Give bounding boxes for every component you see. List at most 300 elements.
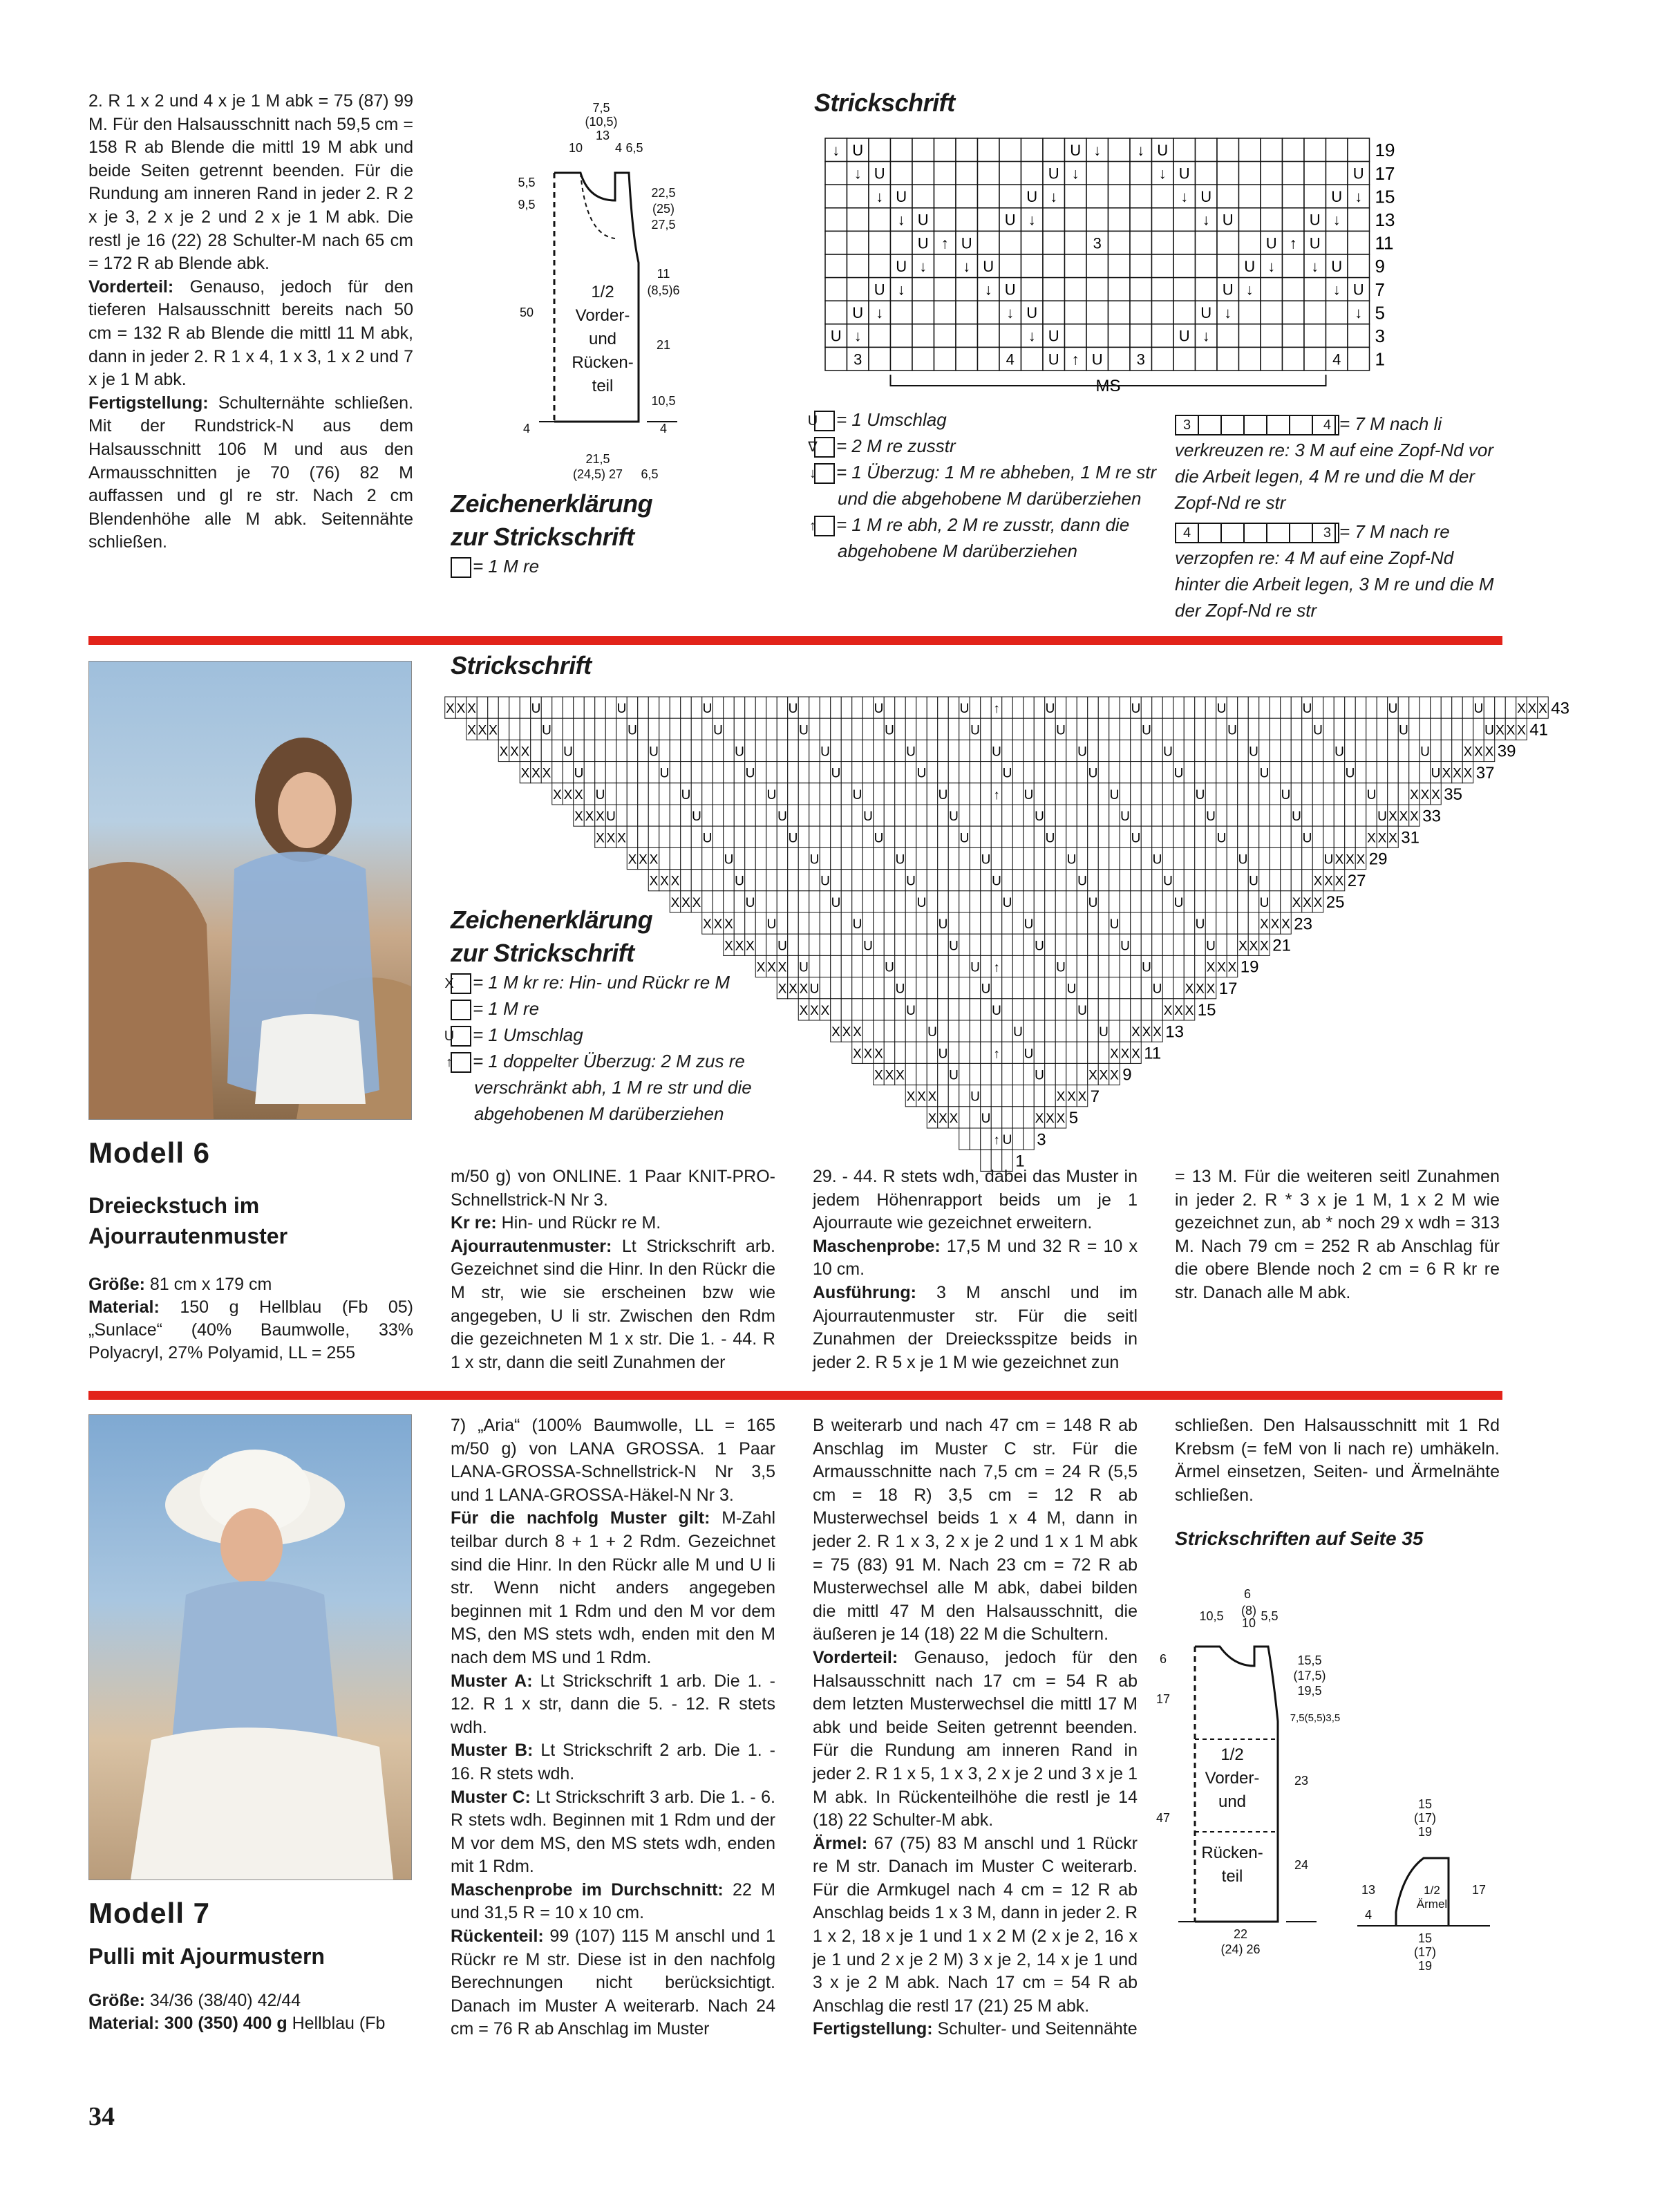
chart-symbol: U xyxy=(938,917,948,932)
model6-material: 150 g Hellblau (Fb 05) „Sunlace“ (40% Baumwolle, 33% Polyacryl, 27% Polyamid, LL = 255 xyxy=(88,1297,413,1362)
chart-cell xyxy=(681,762,692,783)
chart-cell xyxy=(745,826,756,847)
chart-cell xyxy=(670,762,681,783)
chart-cell xyxy=(1355,697,1366,718)
chart-cell xyxy=(702,762,713,783)
sch1-b2: (24,5) 27 xyxy=(572,467,623,481)
chart-symbol: ↓ xyxy=(1332,211,1341,229)
paragraph xyxy=(451,1670,775,1740)
chart-cell xyxy=(1173,847,1185,869)
chart-cell xyxy=(1152,324,1174,348)
chart-cell xyxy=(638,740,649,761)
chart-cell xyxy=(766,847,777,869)
chart-symbol: X xyxy=(499,744,509,760)
chart-symbol: X xyxy=(746,939,755,954)
chart-symbol: U xyxy=(606,809,616,825)
chart-symbol: U xyxy=(981,852,991,868)
chart-symbol: X xyxy=(853,1025,862,1040)
chart-cell xyxy=(627,697,638,718)
chart-cell xyxy=(638,762,649,783)
chart-cell xyxy=(1238,805,1249,826)
chart-symbol: U xyxy=(1292,809,1301,825)
chart-symbol: X xyxy=(777,960,787,975)
chart-cell xyxy=(862,762,874,783)
paragraph-lead: Ajourrautenmuster: xyxy=(451,1236,612,1256)
sch1-topw2: (10,5) xyxy=(585,115,618,129)
chart-cell xyxy=(895,805,906,826)
chart-row-number: 3 xyxy=(1037,1130,1046,1150)
chart-row-number: 13 xyxy=(1165,1022,1184,1042)
chart-cell xyxy=(1462,718,1473,740)
chart-symbol: ↓ xyxy=(1028,211,1036,229)
chart-cell xyxy=(869,138,891,162)
chart-cell xyxy=(981,1063,992,1085)
chart-cell xyxy=(1066,1063,1077,1085)
chart-symbol: ↓ xyxy=(1028,327,1036,345)
paragraph xyxy=(1175,1414,1500,1507)
chart-cell xyxy=(1366,762,1377,783)
chart-cell xyxy=(605,718,616,740)
chart-symbol: ↓ xyxy=(1332,281,1341,299)
chart-cell xyxy=(1066,783,1077,805)
chart-cell xyxy=(1270,783,1281,805)
chart-cell xyxy=(927,934,938,955)
chart-cell xyxy=(1141,762,1152,783)
chart-cell xyxy=(1398,783,1409,805)
chart-cell xyxy=(1109,185,1131,208)
chart-symbol: X xyxy=(467,702,476,717)
chart-cell xyxy=(841,891,852,912)
chart-symbol: X xyxy=(799,982,809,997)
chart-symbol: ↓ xyxy=(1093,141,1102,159)
chart-cell xyxy=(681,718,692,740)
chart-cell xyxy=(1420,697,1431,718)
paragraph-text: Lt Strickschrift 1 arb. Die 1. - 12. R 1 x str, dann die 5. - 12. R stets wdh. xyxy=(451,1671,775,1737)
chart-symbol: ↓ xyxy=(1180,188,1189,206)
chart-symbol: X xyxy=(1110,1068,1119,1083)
chart-cell xyxy=(1043,278,1065,301)
chart-cell xyxy=(916,826,927,847)
chart-cell xyxy=(574,740,585,761)
chart-cell xyxy=(1055,891,1066,912)
chart-symbol: X xyxy=(1324,874,1333,889)
chart-cell xyxy=(1334,697,1345,718)
chart-cell xyxy=(1043,301,1065,324)
model6-material-label: Material: xyxy=(88,1297,160,1317)
chart-cell xyxy=(874,1020,885,1042)
chart-cell xyxy=(1043,254,1065,278)
chart-cell xyxy=(1098,912,1109,934)
model6-subtitle: Dreieckstuch im Ajourrautenmuster xyxy=(88,1193,288,1248)
chart-symbol: U xyxy=(563,744,573,760)
chart-cell xyxy=(852,697,863,718)
chart-cell xyxy=(1098,891,1109,912)
chart-cell xyxy=(981,697,992,718)
chart-cell xyxy=(1184,697,1195,718)
chart-cell xyxy=(755,870,766,891)
chart-cell xyxy=(1045,955,1056,977)
legend-item xyxy=(807,406,1160,433)
chart-cell xyxy=(948,912,959,934)
chart-cell xyxy=(841,805,852,826)
chart-symbol: U xyxy=(1420,744,1430,760)
chart-symbol: X xyxy=(660,874,669,889)
paragraph xyxy=(451,1739,775,1785)
chart-cell xyxy=(1195,697,1206,718)
chart-cell xyxy=(1141,912,1152,934)
chart-cell xyxy=(1195,740,1206,761)
paragraph-text: Lt Strickschrift 2 arb. Die 1. - 16. R stets wdh. xyxy=(451,1741,775,1783)
chart-cell xyxy=(552,718,563,740)
chart-cell xyxy=(584,697,595,718)
chart-cell xyxy=(1195,934,1206,955)
chart-cell xyxy=(1130,301,1152,324)
chart-cell xyxy=(862,999,874,1020)
stitch-symbol-icon xyxy=(451,1000,471,1020)
chart-cell xyxy=(841,783,852,805)
chart-cell xyxy=(1002,805,1013,826)
chart-cell xyxy=(595,718,606,740)
chart-cell xyxy=(595,697,606,718)
model7-size-label: Größe: xyxy=(88,1991,145,2010)
chart-symbol: ↓ xyxy=(1137,141,1145,159)
chart-symbol: U xyxy=(1045,831,1055,846)
sch1-b1: 21,5 xyxy=(585,452,610,466)
chart-cell xyxy=(927,977,938,999)
chart-cell xyxy=(1109,934,1120,955)
chart-cell xyxy=(891,231,913,254)
chart-cell xyxy=(884,999,895,1020)
chart-cell xyxy=(1312,805,1323,826)
chart-symbol: X xyxy=(896,1068,905,1083)
chart-cell xyxy=(766,718,777,740)
chart-cell xyxy=(1304,185,1326,208)
chart-row-number: 35 xyxy=(1444,785,1462,805)
chart-cell xyxy=(1283,185,1305,208)
chart-row-number: 19 xyxy=(1240,957,1259,977)
chart-cell xyxy=(1173,934,1185,955)
chart-symbol: U xyxy=(863,809,873,825)
chart-symbol: X xyxy=(563,787,573,803)
chart-symbol: U xyxy=(959,831,970,846)
chart-cell xyxy=(1195,891,1206,912)
chart-cell xyxy=(1002,1063,1013,1085)
chart-cell xyxy=(1066,718,1077,740)
chart-cell xyxy=(912,138,934,162)
chart-cell xyxy=(648,826,659,847)
legend-cable-item xyxy=(1175,518,1500,624)
chart-symbol: U xyxy=(1056,960,1066,975)
chart-cell xyxy=(1334,783,1345,805)
chart-cell xyxy=(927,740,938,761)
chart-cell xyxy=(1323,805,1334,826)
sch2-r2: (17,5) xyxy=(1293,1669,1326,1683)
chart-symbol: U xyxy=(938,787,948,803)
chart-symbol: ↓ xyxy=(1050,188,1058,206)
chart-cell xyxy=(956,208,978,232)
chart-cell xyxy=(970,1042,981,1063)
chart-row-number: 39 xyxy=(1497,742,1516,761)
chart-cell xyxy=(948,955,959,977)
chart-row-number: 11 xyxy=(1375,232,1394,254)
chart-cell xyxy=(1291,697,1302,718)
chart-cell xyxy=(627,805,638,826)
chart-cell xyxy=(916,805,927,826)
chart-cell xyxy=(659,697,670,718)
chart-cell xyxy=(959,999,970,1020)
chart-cell xyxy=(891,138,913,162)
chart-cell xyxy=(956,324,978,348)
chart-symbol: U xyxy=(1366,787,1377,803)
chart-cell xyxy=(734,697,745,718)
chart-cell xyxy=(1012,870,1024,891)
chart-cell xyxy=(1066,891,1077,912)
chart-symbol: U xyxy=(702,831,713,846)
chart-cell xyxy=(798,826,809,847)
chart-cell xyxy=(1152,231,1174,254)
model6-legend xyxy=(444,969,775,1127)
chart-row-number: 41 xyxy=(1529,720,1548,740)
paragraph-text: Hin- und Rückr re M. xyxy=(496,1213,661,1233)
chart-cell xyxy=(1409,718,1420,740)
chart-cell xyxy=(1024,870,1035,891)
chart-cell xyxy=(1109,138,1131,162)
chart-row-number: 33 xyxy=(1422,807,1441,826)
chart-cell xyxy=(912,301,934,324)
chart-cell xyxy=(905,783,916,805)
paragraph-text: schließen. Den Halsausschnitt mit 1 Rd Krebsm (= feM von li nach re) umhäkeln. Ärmel einsetzen, Seiten- und Ärmelnähte schließen. xyxy=(1175,1416,1500,1505)
chart-cell xyxy=(1355,805,1366,826)
chart-cell xyxy=(584,783,595,805)
paragraph xyxy=(88,90,413,276)
chart-cell xyxy=(1109,805,1120,826)
chart-cell xyxy=(1012,1042,1024,1063)
paragraph xyxy=(451,1212,775,1235)
chart-cell xyxy=(1024,697,1035,718)
sch2-b1: 22 xyxy=(1233,1927,1248,1941)
chart-cell xyxy=(1109,231,1131,254)
chart-symbol: X xyxy=(767,960,776,975)
chart-cell xyxy=(1196,254,1218,278)
chart-cell xyxy=(1012,762,1024,783)
chart-cell xyxy=(1173,138,1196,162)
legend-item xyxy=(809,459,1160,512)
chart-cell xyxy=(648,762,659,783)
chart-symbol: U xyxy=(917,211,929,229)
chart-cell xyxy=(1034,955,1045,977)
chart-cell xyxy=(691,870,702,891)
chart-symbol: X xyxy=(863,1047,873,1062)
chart-symbol: U xyxy=(906,744,916,760)
chart-cell xyxy=(831,870,842,891)
chart-cell xyxy=(927,955,938,977)
chart-cell xyxy=(1045,934,1056,955)
chart-cell xyxy=(1216,934,1227,955)
chart-cell xyxy=(959,870,970,891)
chart-cell xyxy=(1238,740,1249,761)
chart-cell xyxy=(1131,805,1142,826)
chart-cell xyxy=(766,826,777,847)
chart-symbol: U xyxy=(724,852,734,868)
chart-cell xyxy=(1205,912,1216,934)
chart-cell xyxy=(948,891,959,912)
chart-cell xyxy=(905,1042,916,1063)
chart-cell xyxy=(978,162,1000,185)
chart-cell xyxy=(825,231,847,254)
chart-symbol: X xyxy=(574,787,583,803)
chart-cell xyxy=(852,955,863,977)
chart-cell xyxy=(978,301,1000,324)
sch2-r6: 24 xyxy=(1294,1858,1309,1872)
sch2-label-2: und xyxy=(1218,1792,1247,1811)
chart-cell xyxy=(905,1063,916,1085)
chart-cell xyxy=(798,847,809,869)
chart-cell xyxy=(1109,254,1131,278)
chart-cell xyxy=(1261,162,1283,185)
divider-2 xyxy=(88,1391,1502,1400)
chart-cell xyxy=(702,891,713,912)
top-legend-plain: = 1 M re xyxy=(451,553,539,579)
chart-symbol: U xyxy=(1222,211,1234,229)
chart-cell xyxy=(1217,231,1239,254)
chart-symbol: U xyxy=(1331,257,1343,275)
chart-cell xyxy=(991,977,1002,999)
chart-cell xyxy=(798,697,809,718)
paragraph-lead: Maschenprobe im Durchschnitt: xyxy=(451,1880,724,1900)
chart-symbol: X xyxy=(1217,960,1226,975)
chart-cell xyxy=(1002,1042,1013,1063)
chart-symbol: U xyxy=(777,939,787,954)
chart-cell xyxy=(691,762,702,783)
chart-symbol: U xyxy=(1048,327,1059,345)
chart-symbol: U xyxy=(874,831,884,846)
chart-symbol: U xyxy=(809,852,820,868)
chart-symbol: X xyxy=(1227,960,1237,975)
chart-symbol: U xyxy=(1048,350,1059,368)
chart-cell xyxy=(1055,934,1066,955)
sch2-r5: 23 xyxy=(1294,1774,1309,1788)
chart-symbol: X xyxy=(1163,1003,1173,1018)
chart-cell xyxy=(1002,977,1013,999)
sch1-r2: (25) xyxy=(652,202,675,216)
chart-cell xyxy=(1184,912,1195,934)
chart-cell xyxy=(1024,740,1035,761)
chart-cell xyxy=(1184,847,1195,869)
chart-cell xyxy=(1334,805,1345,826)
chart-cell xyxy=(1312,697,1323,718)
model6-col1 xyxy=(451,1165,775,1374)
chart-cell xyxy=(1055,977,1066,999)
chart-cell xyxy=(777,697,788,718)
chart-symbol: X xyxy=(1313,895,1323,910)
chart-cell xyxy=(1377,783,1388,805)
chart-cell xyxy=(1302,718,1313,740)
chart-cell xyxy=(1173,826,1185,847)
chart-symbol: X xyxy=(1484,744,1494,760)
chart-cell xyxy=(1217,162,1239,185)
stitch-symbol-icon: ↑ xyxy=(451,1052,471,1073)
chart-symbol: U xyxy=(1024,1047,1034,1062)
chart-cell xyxy=(905,718,916,740)
chart-cell xyxy=(905,762,916,783)
chart-cell xyxy=(1302,870,1313,891)
legend-text: = 1 Überzug: 1 M re abheben, 1 M re str und die abgehobene M darüberziehen xyxy=(836,462,1157,509)
chart-symbol: X xyxy=(489,723,498,738)
chart-symbol: U xyxy=(681,787,691,803)
chart-symbol: U xyxy=(1473,702,1484,717)
chart-symbol: U xyxy=(1222,281,1234,299)
chart-cell xyxy=(1109,955,1120,977)
chart-cell xyxy=(891,347,913,371)
chart-cell xyxy=(1431,740,1442,761)
chart-cell xyxy=(1012,1107,1024,1128)
chart-cell xyxy=(766,762,777,783)
chart-cell xyxy=(1088,718,1099,740)
chart-cell xyxy=(1043,208,1065,232)
chart-cell xyxy=(981,718,992,740)
chart-cell xyxy=(1141,934,1152,955)
chart-cell xyxy=(1173,254,1196,278)
chart-cell xyxy=(1281,740,1292,761)
paragraph xyxy=(451,1235,775,1375)
chart-symbol: ↑ xyxy=(941,234,949,252)
chart-symbol: X xyxy=(606,831,616,846)
chart-cell xyxy=(1348,208,1370,232)
chart-cell xyxy=(1002,826,1013,847)
chart-cell xyxy=(1098,783,1109,805)
chart-cell xyxy=(1152,891,1163,912)
chart-ms-label: MS xyxy=(1095,377,1121,395)
chart-cell xyxy=(1109,826,1120,847)
chart-cell xyxy=(1366,805,1377,826)
sch1-label-3: Rücken- xyxy=(572,353,634,372)
chart-cell xyxy=(841,697,852,718)
chart-cell xyxy=(1055,1063,1066,1085)
chart-cell xyxy=(670,826,681,847)
chart-cell xyxy=(1195,805,1206,826)
chart-cell xyxy=(912,162,934,185)
chart-cell xyxy=(1098,977,1109,999)
chart-cell xyxy=(724,718,735,740)
chart-cell xyxy=(956,347,978,371)
chart-cell xyxy=(766,870,777,891)
chart-cell xyxy=(1283,347,1305,371)
chart-symbol: X xyxy=(649,874,659,889)
chart-cell xyxy=(869,208,891,232)
chart-cell xyxy=(1012,934,1024,955)
paragraph-text: 67 (75) 83 M anschl und 1 Rückr re M str. Danach im Muster C weiterarb. Für die Armkugel nach 4 cm = 12 R ab Anschlag beids 1 x 3 M, dann in jeder 2. R 1 x 2, 18 x je 1 und 1 x 2 M (2 x je 2, 16 x je 1 und 2 x je 2 M) 3 x je 2, 14 x je 1 und 3 x je 2 M abk. Nach 17 cm = 54 R ab Anschlag die restl 17 (21) 25 M abk. xyxy=(813,1833,1138,2016)
chart-symbol: ↑ xyxy=(1289,234,1297,252)
chart-cell xyxy=(1216,912,1227,934)
chart-cell xyxy=(862,783,874,805)
chart-cell xyxy=(1216,783,1227,805)
chart-cell xyxy=(1002,783,1013,805)
chart-cell xyxy=(981,783,992,805)
chart-symbol: U xyxy=(992,874,1001,889)
chart-symbol: U xyxy=(885,723,894,738)
chart-symbol: U xyxy=(745,895,755,910)
chart-cell xyxy=(884,934,895,955)
chart-cell xyxy=(755,740,766,761)
chart-symbol: U xyxy=(1200,304,1212,322)
chart-cell xyxy=(874,912,885,934)
chart-cell xyxy=(1173,805,1185,826)
chart-symbol: X xyxy=(927,1111,937,1126)
page-number: 34 xyxy=(88,2102,115,2131)
chart-cell xyxy=(847,254,869,278)
chart-cell xyxy=(1098,762,1109,783)
chart-cell xyxy=(1238,870,1249,891)
